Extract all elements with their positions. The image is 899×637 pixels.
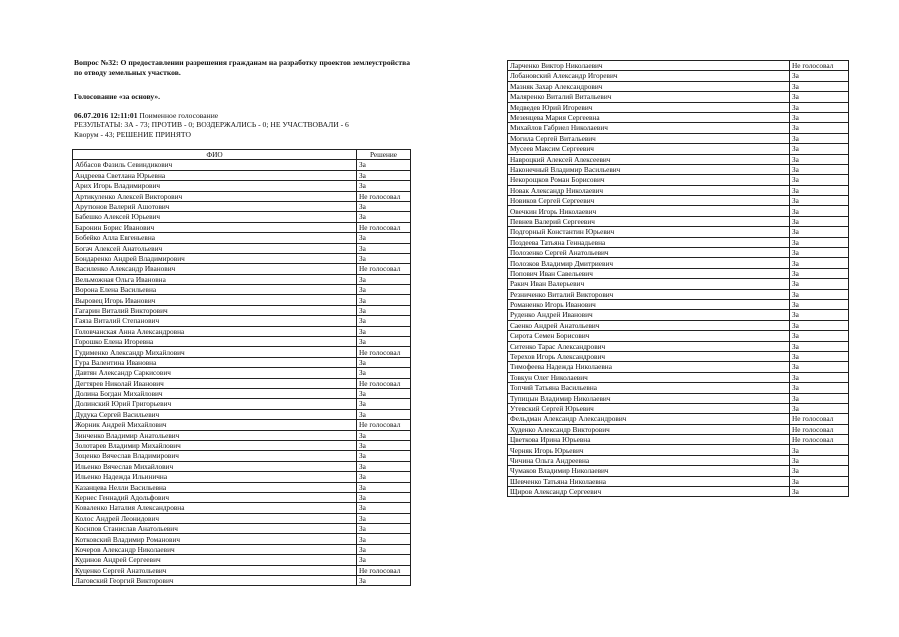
vote-quorum: Кворум - 43; РЕШЕНИЕ ПРИНЯТО: [74, 129, 191, 139]
table-row: [508, 341, 849, 351]
vote-decision-cell: Не голосовал: [357, 191, 411, 201]
table-row: [508, 393, 849, 403]
deputy-name-cell: Черняк Игорь Юрьевич: [508, 445, 790, 455]
table-row: [73, 565, 411, 575]
vote-decision-cell: За: [357, 544, 411, 554]
table-row: [73, 420, 411, 430]
deputy-name-cell: Баронин Борис Иванович: [73, 222, 357, 232]
deputy-name-cell: Давтян Александр Саркисович: [73, 368, 357, 378]
deputy-name-cell: Зинченко Владимир Анатольевич: [73, 430, 357, 440]
deputy-name-cell: Василенко Александр Иванович: [73, 264, 357, 274]
vote-decision-cell: За: [790, 362, 849, 372]
deputy-name-cell: Коваленко Наталия Александровна: [73, 503, 357, 513]
table-row: [508, 383, 849, 393]
deputy-name-cell: Шевченко Татьяна Николаевна: [508, 476, 790, 486]
vote-decision-cell: За: [357, 316, 411, 326]
right-votes-table: [507, 60, 849, 497]
vote-decision-cell: Не голосовал: [357, 565, 411, 575]
deputy-name-cell: Поздеева Татьяна Геннадьевна: [508, 237, 790, 247]
vote-decision-cell: За: [790, 289, 849, 299]
vote-decision-cell: За: [790, 372, 849, 382]
column-header-name: ФИО: [73, 150, 357, 160]
deputy-name-cell: Утевский Сергей Юрьевич: [508, 403, 790, 413]
deputy-name-cell: Куценко Сергей Анатольевич: [73, 565, 357, 575]
deputy-name-cell: Ворона Елена Васильевна: [73, 285, 357, 295]
table-row: [73, 482, 411, 492]
vote-decision-cell: За: [790, 279, 849, 289]
vote-decision-cell: За: [357, 440, 411, 450]
vote-decision-cell: Не голосовал: [357, 378, 411, 388]
vote-decision-cell: За: [790, 476, 849, 486]
vote-decision-cell: За: [357, 337, 411, 347]
vote-decision-cell: За: [790, 164, 849, 174]
deputy-name-cell: Дегтярев Николай Иванович: [73, 378, 357, 388]
table-row: [508, 445, 849, 455]
table-row: [73, 409, 411, 419]
table-header-row: [73, 150, 411, 160]
table-row: [73, 503, 411, 513]
table-row: [73, 160, 411, 170]
vote-decision-cell: За: [357, 513, 411, 523]
table-row: [508, 248, 849, 258]
vote-decision-cell: За: [790, 71, 849, 81]
deputy-name-cell: Терехов Игорь Александрович: [508, 351, 790, 361]
table-row: [73, 472, 411, 482]
table-row: [508, 289, 849, 299]
deputy-name-cell: Фельдман Александр Александрович: [508, 414, 790, 424]
deputy-name-cell: Котковский Владимир Романович: [73, 534, 357, 544]
table-row: [508, 144, 849, 154]
table-row: [73, 326, 411, 336]
table-row: [508, 154, 849, 164]
vote-decision-cell: За: [790, 320, 849, 330]
deputy-name-cell: Головчанская Анна Александровна: [73, 326, 357, 336]
deputy-name-cell: Зоценко Вячеслав Владимирович: [73, 451, 357, 461]
vote-decision-cell: За: [357, 181, 411, 191]
deputy-name-cell: Новиков Сергей Сергеевич: [508, 196, 790, 206]
vote-decision-cell: За: [357, 482, 411, 492]
table-row: [73, 347, 411, 357]
deputy-name-cell: Мусеев Максим Сергеевич: [508, 144, 790, 154]
deputy-name-cell: Гаяза Виталий Степанович: [73, 316, 357, 326]
table-row: [508, 487, 849, 497]
deputy-name-cell: Ракич Иван Валерьевич: [508, 279, 790, 289]
vote-decision-cell: За: [790, 310, 849, 320]
table-row: [73, 544, 411, 554]
table-row: [508, 92, 849, 102]
deputy-name-cell: Арих Игорь Владимирович: [73, 181, 357, 191]
table-row: [73, 357, 411, 367]
vote-decision-cell: За: [357, 409, 411, 419]
table-row: [508, 175, 849, 185]
vote-decision-cell: За: [790, 81, 849, 91]
vote-decision-cell: За: [357, 357, 411, 367]
table-row: [508, 71, 849, 81]
vote-decision-cell: Не голосовал: [357, 264, 411, 274]
deputy-name-cell: Михайлов Габриел Николаевич: [508, 123, 790, 133]
vote-datetime: 06.07.2016 12:11:01: [74, 110, 138, 120]
table-row: [508, 61, 849, 71]
deputy-name-cell: Артикуленко Алексей Викторович: [73, 191, 357, 201]
table-row: [73, 461, 411, 471]
vote-decision-cell: За: [790, 258, 849, 268]
deputy-name-cell: Товкун Олег Николаевич: [508, 372, 790, 382]
vote-decision-cell: За: [790, 92, 849, 102]
vote-decision-cell: За: [790, 351, 849, 361]
table-row: [508, 102, 849, 112]
left-table-body: [73, 160, 411, 586]
vote-decision-cell: Не голосовал: [357, 420, 411, 430]
deputy-name-cell: Лобановский Александр Игоревич: [508, 71, 790, 81]
vote-decision-cell: За: [790, 123, 849, 133]
deputy-name-cell: Романенко Игорь Иванович: [508, 299, 790, 309]
table-row: [508, 133, 849, 143]
deputy-name-cell: Саенко Андрей Анатольевич: [508, 320, 790, 330]
deputy-name-cell: Горошко Елена Игоревна: [73, 337, 357, 347]
deputy-name-cell: Гудименко Александр Михайлович: [73, 347, 357, 357]
vote-decision-cell: За: [790, 383, 849, 393]
table-row: [508, 435, 849, 445]
vote-decision-cell: За: [357, 524, 411, 534]
deputy-name-cell: Долина Богдан Михайлович: [73, 388, 357, 398]
table-row: [508, 268, 849, 278]
vote-decision-cell: За: [357, 285, 411, 295]
vote-decision-cell: За: [790, 144, 849, 154]
table-row: [508, 414, 849, 424]
vote-decision-cell: За: [790, 237, 849, 247]
table-row: [508, 455, 849, 465]
vote-decision-cell: За: [357, 461, 411, 471]
table-row: [508, 372, 849, 382]
vote-decision-cell: За: [790, 268, 849, 278]
table-row: [73, 555, 411, 565]
table-row: [508, 123, 849, 133]
vote-decision-cell: За: [357, 555, 411, 565]
deputy-name-cell: Мазняк Захар Александрович: [508, 81, 790, 91]
vote-decision-cell: Не голосовал: [357, 347, 411, 357]
table-row: [508, 424, 849, 434]
deputy-name-cell: Чичина Ольга Андреевна: [508, 455, 790, 465]
deputy-name-cell: Полозенко Сергей Анатольевич: [508, 248, 790, 258]
deputy-name-cell: Казанцева Нелли Васильевна: [73, 482, 357, 492]
vote-decision-cell: За: [357, 430, 411, 440]
vote-decision-cell: За: [790, 112, 849, 122]
table-row: [508, 206, 849, 216]
table-row: [73, 513, 411, 523]
table-row: [508, 112, 849, 122]
deputy-name-cell: Выровец Игорь Иванович: [73, 295, 357, 305]
vote-decision-cell: За: [790, 102, 849, 112]
deputy-name-cell: Цветкова Ирина Юрьевна: [508, 435, 790, 445]
vote-decision-cell: За: [357, 233, 411, 243]
deputy-name-cell: Новак Александр Николаевич: [508, 185, 790, 195]
vote-decision-cell: За: [790, 331, 849, 341]
table-row: [73, 451, 411, 461]
vote-decision-cell: За: [790, 393, 849, 403]
deputy-name-cell: Худенко Александр Викторович: [508, 424, 790, 434]
deputy-name-cell: Маляренко Виталий Витальевич: [508, 92, 790, 102]
vote-decision-cell: За: [357, 243, 411, 253]
vote-decision-cell: За: [790, 133, 849, 143]
deputy-name-cell: Некорощков Роман Борисович: [508, 175, 790, 185]
table-row: [73, 305, 411, 315]
deputy-name-cell: Лаговский Георгий Викторович: [73, 576, 357, 586]
vote-decision-cell: За: [357, 368, 411, 378]
table-row: [73, 492, 411, 502]
table-row: [73, 264, 411, 274]
vote-decision-cell: За: [357, 212, 411, 222]
table-row: [73, 222, 411, 232]
deputy-name-cell: Вельможная Ольга Ивановна: [73, 274, 357, 284]
table-row: [73, 337, 411, 347]
table-row: [73, 285, 411, 295]
table-row: [73, 233, 411, 243]
deputy-name-cell: Бобейко Алла Евгеньевна: [73, 233, 357, 243]
table-row: [508, 403, 849, 413]
vote-decision-cell: За: [790, 403, 849, 413]
vote-decision-cell: За: [357, 472, 411, 482]
deputy-name-cell: Жорник Андрей Михайлович: [73, 420, 357, 430]
table-row: [508, 164, 849, 174]
table-row: [508, 81, 849, 91]
left-votes-table: [72, 149, 411, 586]
deputy-name-cell: Тимофеева Надежда Николаевна: [508, 362, 790, 372]
vote-decision-cell: Не голосовал: [357, 222, 411, 232]
table-row: [73, 524, 411, 534]
deputy-name-cell: Коснпов Станислав Анатольевич: [73, 524, 357, 534]
vote-decision-cell: За: [790, 299, 849, 309]
table-row: [73, 399, 411, 409]
table-row: [508, 331, 849, 341]
vote-decision-cell: За: [790, 206, 849, 216]
vote-decision-cell: За: [790, 445, 849, 455]
deputy-name-cell: Овечкин Игорь Николаевич: [508, 206, 790, 216]
deputy-name-cell: Ситенко Тарас Александрович: [508, 341, 790, 351]
vote-header: [74, 58, 410, 140]
vote-decision-cell: За: [357, 576, 411, 586]
vote-session: [74, 111, 410, 121]
table-row: [73, 295, 411, 305]
right-table-body: [508, 61, 849, 497]
vote-decision-cell: За: [790, 466, 849, 476]
deputy-name-cell: Подгорный Константин Юрьевич: [508, 227, 790, 237]
table-row: [508, 258, 849, 268]
table-row: [73, 274, 411, 284]
vote-decision-cell: За: [790, 196, 849, 206]
deputy-name-cell: Топчий Татьяна Васильевна: [508, 383, 790, 393]
deputy-name-cell: Попович Иван Савельевич: [508, 268, 790, 278]
deputy-name-cell: Могила Сергей Витальевич: [508, 133, 790, 143]
table-row: [508, 351, 849, 361]
deputy-name-cell: Дудука Сергей Васильевич: [73, 409, 357, 419]
table-row: [508, 216, 849, 226]
vote-decision-cell: За: [357, 451, 411, 461]
table-row: [508, 237, 849, 247]
table-row: [508, 299, 849, 309]
deputy-name-cell: Тупицын Владимир Николаевич: [508, 393, 790, 403]
vote-decision-cell: За: [357, 399, 411, 409]
vote-decision-cell: Не голосовал: [790, 435, 849, 445]
table-row: [73, 430, 411, 440]
table-row: [508, 227, 849, 237]
table-row: [508, 476, 849, 486]
vote-decision-cell: За: [357, 170, 411, 180]
vote-decision-cell: За: [357, 201, 411, 211]
vote-decision-cell: За: [790, 216, 849, 226]
deputy-name-cell: Руденко Андрей Иванович: [508, 310, 790, 320]
table-row: [508, 196, 849, 206]
table-row: [73, 368, 411, 378]
vote-basis: Голосование «за основу».: [74, 92, 161, 102]
deputy-name-cell: Богач Алексей Анатольевич: [73, 243, 357, 253]
deputy-name-cell: Золотарев Владимир Михайлович: [73, 440, 357, 450]
table-row: [73, 440, 411, 450]
table-row: [73, 388, 411, 398]
vote-decision-cell: За: [790, 227, 849, 237]
table-row: [73, 191, 411, 201]
deputy-name-cell: Ильенко Вячеслав Михайлович: [73, 461, 357, 471]
deputy-name-cell: Гура Валентина Ивановна: [73, 357, 357, 367]
table-row: [508, 185, 849, 195]
vote-decision-cell: За: [790, 487, 849, 497]
deputy-name-cell: Навроцкий Алексей Алексеевич: [508, 154, 790, 164]
vote-decision-cell: За: [357, 160, 411, 170]
vote-decision-cell: За: [790, 248, 849, 258]
vote-decision-cell: За: [790, 455, 849, 465]
deputy-name-cell: Певнев Валерий Сергеевич: [508, 216, 790, 226]
deputy-name-cell: Андреева Светлана Юрьевна: [73, 170, 357, 180]
table-row: [508, 310, 849, 320]
deputy-name-cell: Ларченко Виктор Николаевич: [508, 61, 790, 71]
table-row: [508, 466, 849, 476]
deputy-name-cell: Долинский Юрий Григорьевич: [73, 399, 357, 409]
vote-decision-cell: Не голосовал: [790, 414, 849, 424]
table-row: [73, 181, 411, 191]
table-row: [73, 243, 411, 253]
vote-decision-cell: За: [357, 274, 411, 284]
vote-decision-cell: За: [357, 388, 411, 398]
deputy-name-cell: Арутюнов Валерий Ашотович: [73, 201, 357, 211]
vote-results: РЕЗУЛЬТАТЫ: ЗА - 73; ПРОТИВ - 0; ВОЗДЕРЖАЛИСЬ - 0; НЕ УЧАСТВОВАЛИ - 6: [74, 120, 349, 130]
deputy-name-cell: Ильенко Надежда Ильинична: [73, 472, 357, 482]
vote-decision-cell: За: [357, 492, 411, 502]
table-row: [73, 253, 411, 263]
vote-decision-cell: За: [357, 503, 411, 513]
table-row: [73, 534, 411, 544]
vote-decision-cell: За: [357, 253, 411, 263]
deputy-name-cell: Кернес Геннадий Адольфович: [73, 492, 357, 502]
vote-decision-cell: За: [790, 341, 849, 351]
vote-decision-cell: Не голосовал: [790, 61, 849, 71]
deputy-name-cell: Кудинов Андрей Сергеевич: [73, 555, 357, 565]
deputy-name-cell: Щиров Александр Сергеевич: [508, 487, 790, 497]
deputy-name-cell: Бабешко Алексей Юрьевич: [73, 212, 357, 222]
table-row: [73, 576, 411, 586]
question-title: Вопрос №32: О предоставлении разрешения гражданам на разработку проектов землеустройства по отводу земельных участков.: [74, 58, 410, 77]
vote-decision-cell: За: [357, 295, 411, 305]
table-row: [73, 316, 411, 326]
table-row: [73, 170, 411, 180]
table-row: [508, 279, 849, 289]
vote-decision-cell: За: [357, 326, 411, 336]
deputy-name-cell: Бондаренко Андрей Владимирович: [73, 253, 357, 263]
vote-type: Поименное голосование: [139, 110, 219, 120]
table-row: [73, 201, 411, 211]
vote-decision-cell: Не голосовал: [790, 424, 849, 434]
deputy-name-cell: Полозков Владимир Дмитриевич: [508, 258, 790, 268]
table-row: [73, 212, 411, 222]
column-header-decision: Решение: [357, 150, 411, 160]
deputy-name-cell: Аббасов Фазиль Севиндикович: [73, 160, 357, 170]
deputy-name-cell: Сирота Семен Борисович: [508, 331, 790, 341]
deputy-name-cell: Мезенцева Мария Сергеевна: [508, 112, 790, 122]
table-row: [508, 320, 849, 330]
vote-decision-cell: За: [790, 185, 849, 195]
table-row: [508, 362, 849, 372]
deputy-name-cell: Кочеров Александр Николаевич: [73, 544, 357, 554]
vote-decision-cell: За: [357, 534, 411, 544]
deputy-name-cell: Медведев Юрий Игоревич: [508, 102, 790, 112]
vote-decision-cell: За: [790, 154, 849, 164]
deputy-name-cell: Гагарин Виталий Викторович: [73, 305, 357, 315]
deputy-name-cell: Колос Андрей Леонидович: [73, 513, 357, 523]
vote-decision-cell: За: [790, 175, 849, 185]
deputy-name-cell: Чумаков Владимир Николаевич: [508, 466, 790, 476]
table-row: [73, 378, 411, 388]
deputy-name-cell: Резниченко Виталий Викторович: [508, 289, 790, 299]
deputy-name-cell: Наконечный Владимир Васильевич: [508, 164, 790, 174]
vote-decision-cell: За: [357, 305, 411, 315]
